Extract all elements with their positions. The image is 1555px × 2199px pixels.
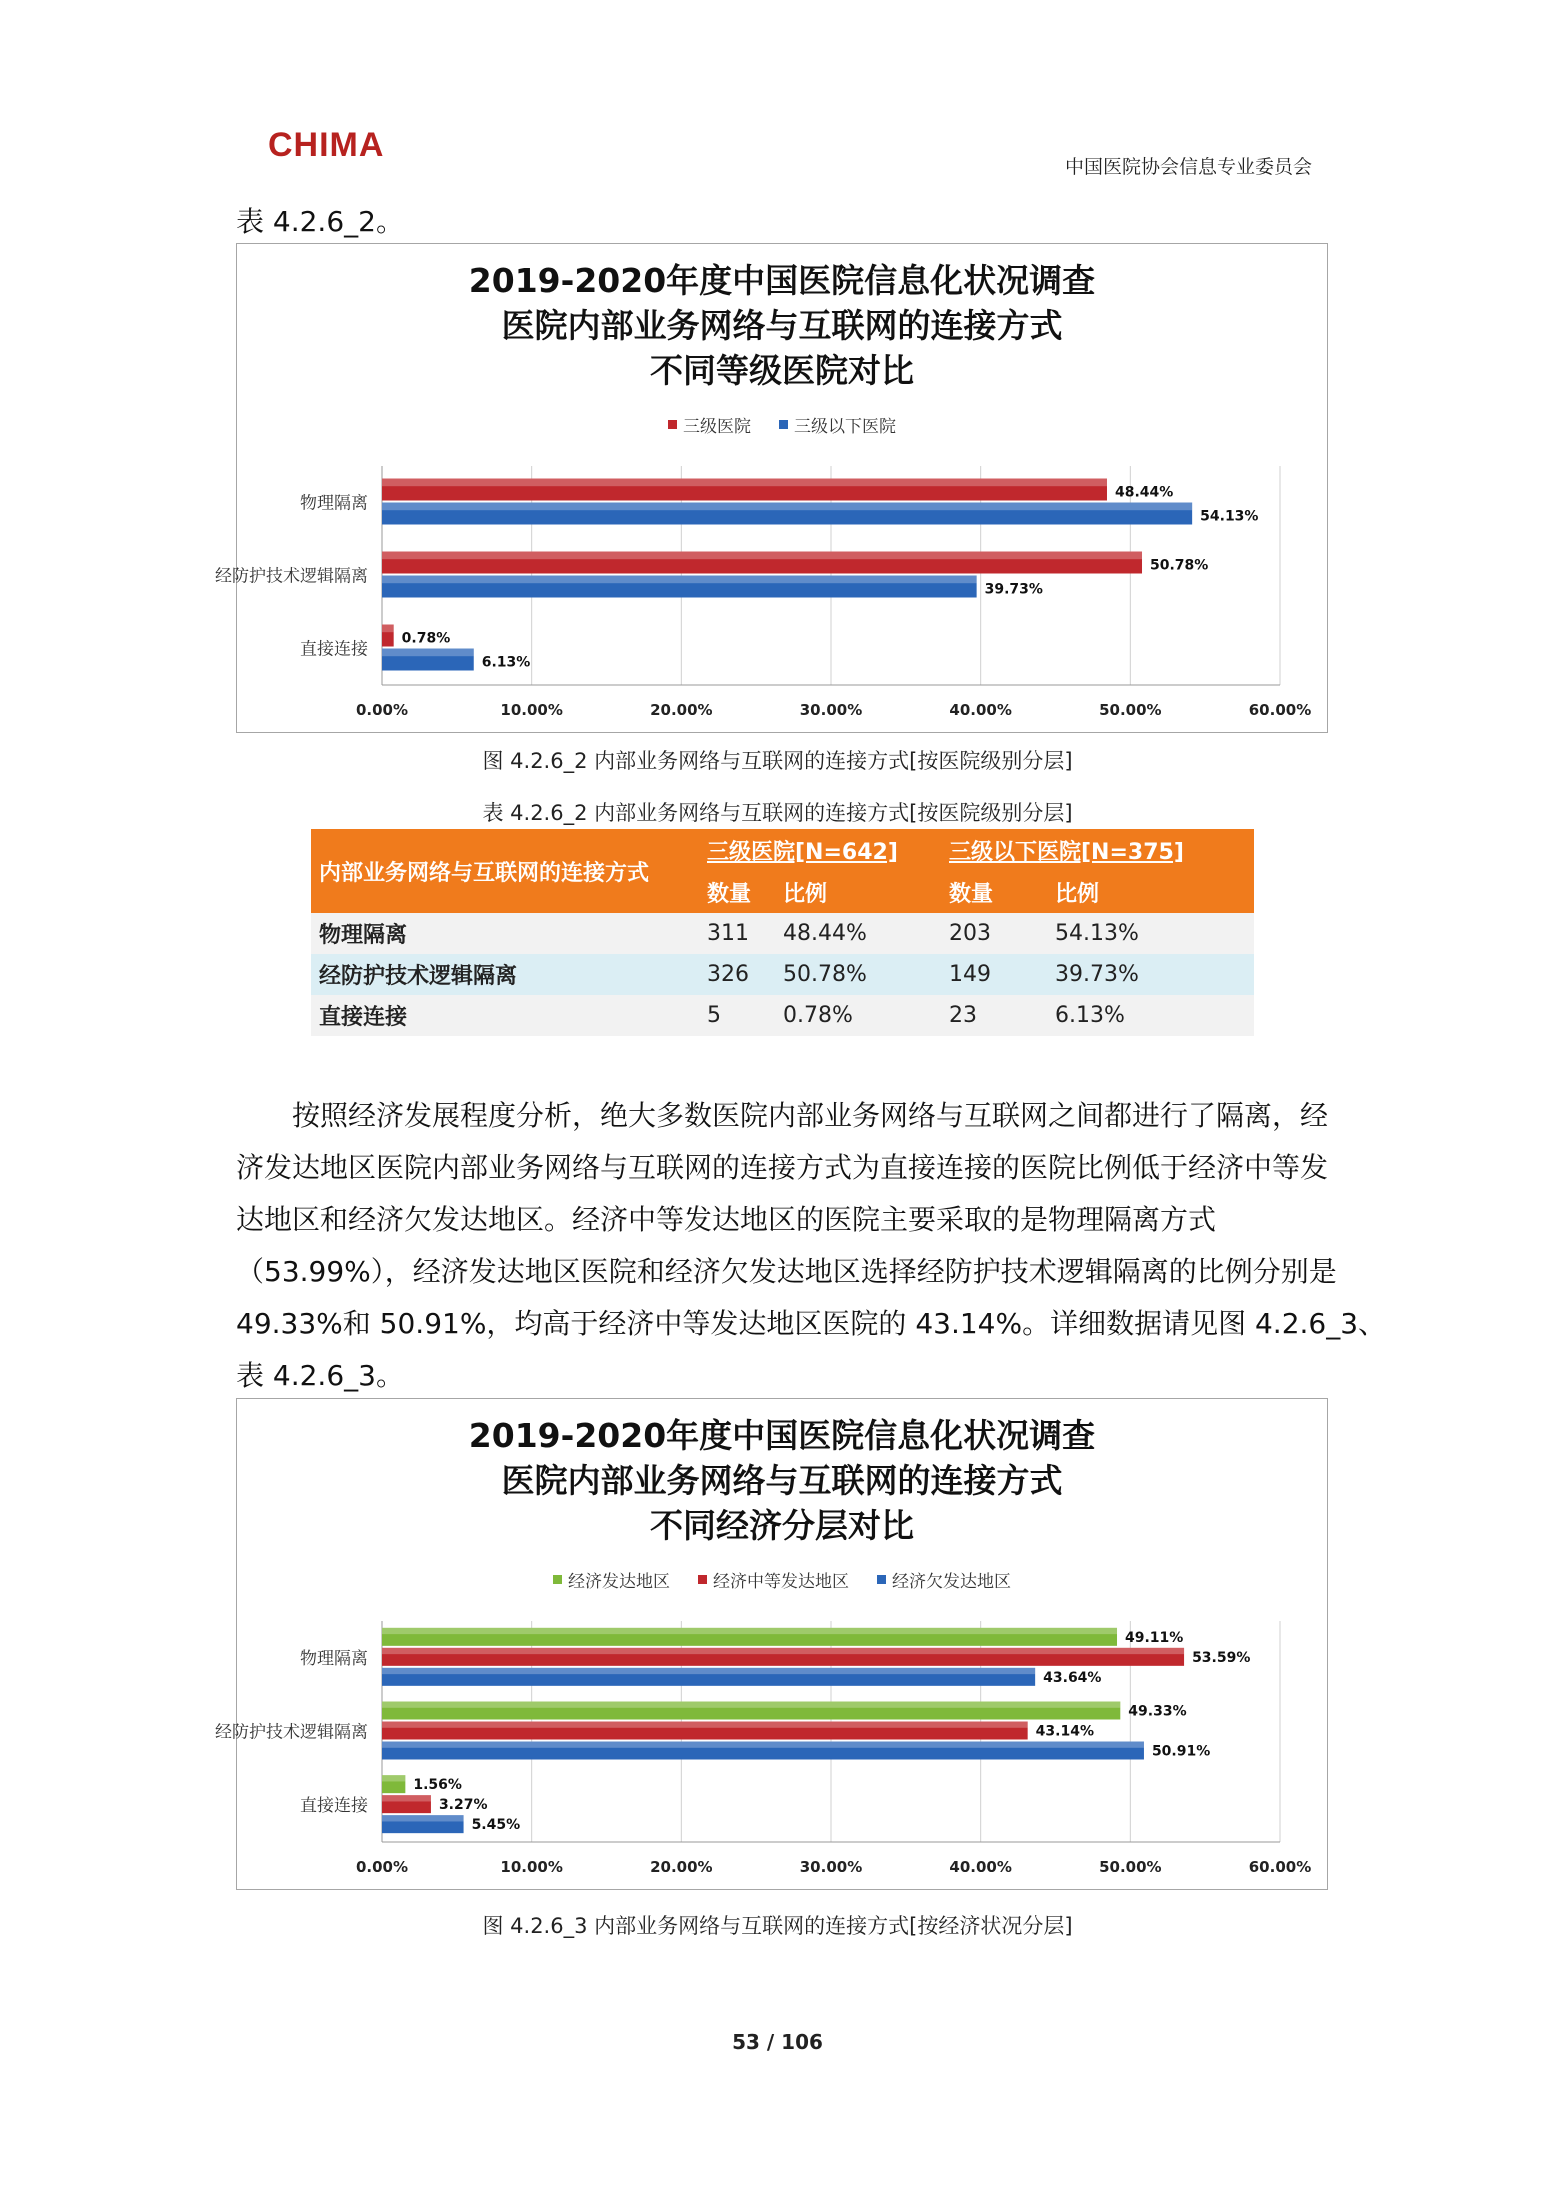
- table-subheader: 数量: [941, 871, 1047, 913]
- table-subheader: 比例: [1047, 871, 1254, 913]
- category-label: 经防护技术逻辑隔离: [215, 566, 368, 587]
- data-label: 43.14%: [1035, 1723, 1094, 1740]
- x-tick-label: 60.00%: [1248, 701, 1312, 719]
- chart1-caption: 图 4.2.6_2 内部业务网络与互联网的连接方式[按医院级别分层]: [482, 749, 1073, 773]
- chart2-caption: 图 4.2.6_3 内部业务网络与互联网的连接方式[按经济状况分层]: [482, 1914, 1073, 1938]
- lead-line: 表 4.2.6_2。: [236, 205, 404, 238]
- org-name: 中国医院协会信息专业委员会: [1064, 156, 1312, 178]
- bar-highlight: [382, 1722, 1028, 1728]
- bar-highlight: [382, 503, 1192, 511]
- chart1-title-line-3: 不同等级医院对比: [650, 351, 914, 390]
- bar-highlight: [382, 1628, 1117, 1634]
- table-cell: 23: [941, 995, 1047, 1036]
- table-cell: 50.78%: [775, 954, 941, 995]
- data-label: 50.78%: [1150, 557, 1209, 574]
- table-subheader: 数量: [699, 871, 775, 913]
- category-label: 直接连接: [300, 1796, 368, 1817]
- category-label: 物理隔离: [300, 1648, 368, 1669]
- table-group-header: 三级以下医院[N=375]: [941, 829, 1254, 871]
- bar-highlight: [382, 649, 474, 657]
- table-col-header: 内部业务网络与互联网的连接方式: [311, 829, 699, 913]
- bar-highlight: [382, 479, 1107, 487]
- bar-highlight: [382, 1648, 1184, 1654]
- legend-label: 经济发达地区: [568, 1572, 670, 1592]
- table-cell: 326: [699, 954, 775, 995]
- x-tick-label: 40.00%: [949, 1858, 1012, 1876]
- chart1-frame: [215, 243, 1328, 733]
- chima-logo: CHIMA: [268, 126, 385, 164]
- x-tick-label: 60.00%: [1248, 1858, 1312, 1876]
- table-cell: 物理隔离: [311, 913, 699, 954]
- data-label: 53.59%: [1192, 1649, 1251, 1666]
- bar-highlight: [382, 1668, 1035, 1674]
- table-cell: 48.44%: [775, 913, 941, 954]
- data-label: 0.78%: [401, 630, 451, 647]
- data-label: 1.56%: [413, 1777, 462, 1794]
- data-label: 6.13%: [481, 654, 531, 671]
- table-cell: 直接连接: [311, 995, 699, 1036]
- table-cell: 39.73%: [1047, 954, 1254, 995]
- page-number: 53 / 106: [732, 2030, 823, 2054]
- data-label: 48.44%: [1114, 484, 1174, 501]
- x-tick-label: 10.00%: [500, 1858, 563, 1876]
- bar-highlight: [382, 552, 1142, 560]
- table-cell: 54.13%: [1047, 913, 1254, 954]
- legend-label: 三级医院: [683, 417, 751, 437]
- x-tick-label: 10.00%: [500, 701, 563, 719]
- data-label: 43.64%: [1043, 1669, 1102, 1686]
- paragraph-line: 按照经济发展程度分析，绝大多数医院内部业务网络与互联网之间都进行了隔离，经: [236, 1099, 1329, 1132]
- x-tick-label: 20.00%: [650, 701, 713, 719]
- data-label: 54.13%: [1200, 508, 1259, 525]
- bar-highlight: [382, 1795, 431, 1801]
- x-tick-label: 40.00%: [949, 701, 1012, 719]
- x-tick-label: 0.00%: [355, 701, 409, 719]
- x-tick-label: 50.00%: [1099, 1858, 1162, 1876]
- chart2-frame: [215, 1398, 1328, 1890]
- paragraph-line: 达地区和经济欠发达地区。经济中等发达地区的医院主要采取的是物理隔离方式: [236, 1203, 1217, 1236]
- chart1-title-line-2: 医院内部业务网络与互联网的连接方式: [501, 306, 1063, 345]
- paragraph-line: 49.33%和 50.91%，均高于经济中等发达地区医院的 43.14%。详细数据请见图 4.2.6_3、: [236, 1307, 1387, 1340]
- category-label: 物理隔离: [300, 493, 368, 514]
- chart1-title-line-1: 2019-2020年度中国医院信息化状况调查: [468, 261, 1096, 300]
- x-tick-label: 20.00%: [650, 1858, 713, 1876]
- data-label: 49.33%: [1128, 1703, 1187, 1720]
- table-cell: 203: [941, 913, 1047, 954]
- bar-highlight: [382, 1742, 1144, 1748]
- table-group-header: 三级医院[N=642]: [699, 829, 941, 871]
- data-label: 50.91%: [1151, 1743, 1211, 1760]
- table-cell: 149: [941, 954, 1047, 995]
- bar-highlight: [382, 625, 394, 633]
- x-tick-label: 0.00%: [355, 1858, 409, 1876]
- legend-label: 三级以下医院: [794, 417, 896, 437]
- bar-highlight: [382, 1775, 405, 1781]
- table-caption: 表 4.2.6_2 内部业务网络与互联网的连接方式[按医院级别分层]: [482, 801, 1073, 825]
- table-cell: 5: [699, 995, 775, 1036]
- table-cell: 311: [699, 913, 775, 954]
- legend-label: 经济中等发达地区: [713, 1572, 849, 1592]
- table-cell: 6.13%: [1047, 995, 1254, 1036]
- paragraph-line: 济发达地区医院内部业务网络与互联网的连接方式为直接连接的医院比例低于经济中等发: [236, 1151, 1329, 1184]
- category-label: 经防护技术逻辑隔离: [215, 1722, 368, 1743]
- bar-highlight: [382, 576, 977, 584]
- bar-highlight: [382, 1702, 1120, 1708]
- category-label: 直接连接: [300, 639, 368, 660]
- x-tick-label: 50.00%: [1099, 701, 1162, 719]
- data-label: 3.27%: [438, 1797, 488, 1814]
- x-tick-label: 30.00%: [799, 701, 863, 719]
- data-label: 49.11%: [1125, 1629, 1184, 1646]
- data-table-wrapper: [311, 829, 1254, 1036]
- chart1-plot: [215, 244, 1327, 732]
- data-table: [311, 829, 1254, 1036]
- data-label: 5.45%: [471, 1817, 521, 1834]
- chart2-title-line-1: 2019-2020年度中国医院信息化状况调查: [468, 1416, 1096, 1455]
- paragraph-line: （53.99%），经济发达地区医院和经济欠发达地区选择经防护技术逻辑隔离的比例分别是: [236, 1255, 1337, 1288]
- x-tick-label: 30.00%: [799, 1858, 863, 1876]
- table-row: [311, 913, 1254, 954]
- table-row: [311, 995, 1254, 1036]
- bar-highlight: [382, 1815, 464, 1821]
- table-subheader: 比例: [775, 871, 941, 913]
- table-cell: 0.78%: [775, 995, 941, 1036]
- chart2-title-line-3: 不同经济分层对比: [650, 1506, 914, 1545]
- paragraph-line: 表 4.2.6_3。: [236, 1359, 404, 1392]
- legend-label: 经济欠发达地区: [892, 1572, 1011, 1592]
- table-cell: 经防护技术逻辑隔离: [311, 954, 699, 995]
- data-label: 39.73%: [984, 581, 1043, 598]
- table-row: [311, 954, 1254, 995]
- chart2-title-line-2: 医院内部业务网络与互联网的连接方式: [501, 1461, 1063, 1500]
- chart2-plot: [215, 1399, 1327, 1889]
